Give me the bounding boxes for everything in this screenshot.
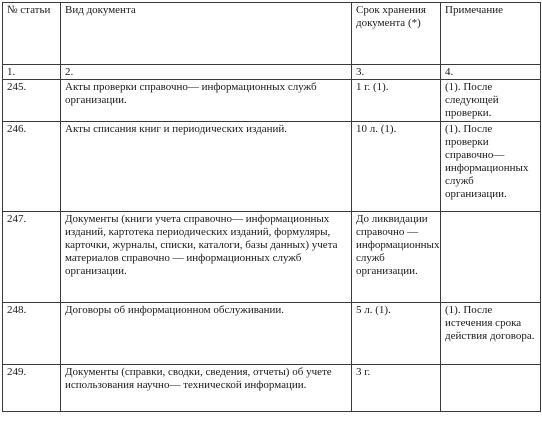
article-number: 245. (3, 80, 61, 122)
note: (1). После истечения срока действия договора. (441, 303, 541, 365)
table-row (3, 212, 541, 303)
document-kind: Договоры об информационном обслуживании. (61, 303, 352, 365)
document-retention-table (2, 2, 541, 412)
column-number-row (3, 65, 541, 80)
note: (1). После следующей проверки. (441, 80, 541, 122)
column-number: 4. (441, 65, 541, 80)
header-note: Примечание (441, 3, 541, 65)
note (441, 212, 541, 303)
document-kind: Акты списания книг и периодических изданий. (61, 122, 352, 212)
document-kind: Документы (справки, сводки, сведения, отчеты) об учете использования научно— технической информации. (61, 365, 352, 412)
article-number: 248. (3, 303, 61, 365)
table-row (3, 365, 541, 412)
header-retention-term: Срок хранения документа (*) (352, 3, 441, 65)
article-number: 246. (3, 122, 61, 212)
column-number: 3. (352, 65, 441, 80)
table-header-row (3, 3, 541, 65)
table-row (3, 122, 541, 212)
header-document-kind: Вид документа (61, 3, 352, 65)
article-number: 247. (3, 212, 61, 303)
note (441, 365, 541, 412)
column-number: 2. (61, 65, 352, 80)
header-article-number: № статьи (3, 3, 61, 65)
retention-term: 1 г. (1). (352, 80, 441, 122)
document-kind: Документы (книги учета справочно— информационных изданий, картотека периодических изданий, формуляры, карточки, журналы, списки, каталоги, базы данных) учета материалов справочно — информационных служб организации. (61, 212, 352, 303)
table-row (3, 80, 541, 122)
retention-term: До ликвидации справочно — информационных служб организации. (352, 212, 441, 303)
retention-term: 10 л. (1). (352, 122, 441, 212)
retention-term: 3 г. (352, 365, 441, 412)
retention-term: 5 л. (1). (352, 303, 441, 365)
document-kind: Акты проверки справочно— информационных служб организации. (61, 80, 352, 122)
column-number: 1. (3, 65, 61, 80)
note: (1). После проверки справочно— информационных служб организации. (441, 122, 541, 212)
article-number: 249. (3, 365, 61, 412)
table-row (3, 303, 541, 365)
